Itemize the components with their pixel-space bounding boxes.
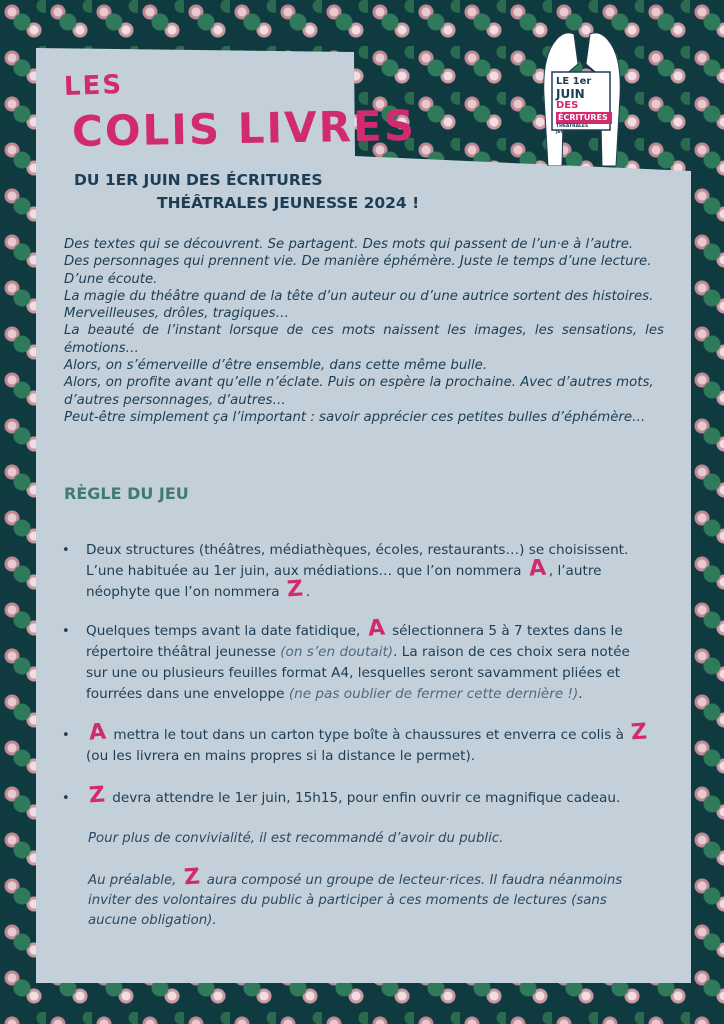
letter-z: Z <box>630 719 649 746</box>
rule-text: sur une ou plusieurs feuilles format A4, lesquelles seront savamment pliées et <box>86 665 621 681</box>
rule-text: . <box>578 686 583 702</box>
intro-line: Alors, on s’émerveille d’être ensemble, dans cette même bulle. <box>64 358 488 374</box>
section-title: RÈGLE DU JEU <box>64 484 189 503</box>
rule-text: répertoire théâtral jeunesse <box>86 644 276 660</box>
logo-line-1: LE 1er <box>556 76 592 87</box>
note-text: aucune obligation). <box>88 913 217 928</box>
rule-text: fourrées dans une enveloppe <box>86 686 285 702</box>
rule-item-1 <box>62 540 696 603</box>
note-text: aura composé un groupe de lecteur·rices. Il faudra néanmoins <box>206 873 623 888</box>
intro-line: D’une écoute. <box>64 271 158 287</box>
rule-text: . La raison de ces choix sera notée <box>393 644 630 660</box>
bullet: • <box>62 791 70 806</box>
intro-line: Alors, on profite avant qu’elle n’éclate. Puis on espère la prochaine. Avec d’autres mots, d’autres personnages, d’autres… <box>64 375 654 408</box>
rule-item-4 <box>62 782 696 809</box>
letter-z: Z <box>182 864 201 891</box>
rule-text-italic: (on s’en doutait) <box>280 644 394 660</box>
note-2 <box>88 864 668 931</box>
letter-z: Z <box>286 576 304 603</box>
rule-text: sélectionnera 5 à 7 textes dans le <box>392 623 623 639</box>
intro-text <box>64 236 664 426</box>
rule-item-3 <box>62 719 696 767</box>
letter-a: A <box>366 615 386 642</box>
logo-line-5: THÉÂTRALES JEUNESSE <box>556 124 589 135</box>
bullet: • <box>62 728 70 743</box>
intro-line: La beauté de l’instant lorsque de ces mots naissent les images, les sensations, les émotions… <box>64 323 664 356</box>
logo-line-4: ÉCRITURES <box>556 112 612 124</box>
rule-text: Quelques temps avant la date fatidique, <box>86 623 361 639</box>
subtitle-line-2: THÉÂTRALES JEUNESSE 2024 ! <box>157 194 420 212</box>
intro-line: La magie du théâtre quand de la tête d’un auteur ou d’une autrice sortent des histoires. <box>64 288 654 304</box>
rule-text: Deux structures (théâtres, médiathèques, écoles, restaurants…) se choisissent. <box>86 542 629 558</box>
bullet: • <box>62 543 70 558</box>
note-1: Pour plus de convivialité, il est recommandé d’avoir du public. <box>88 831 504 846</box>
letter-a: A <box>527 555 547 582</box>
logo-line-2: JUIN <box>556 87 585 101</box>
note-text: inviter des volontaires du public à participer à ces moments de lectures (sans <box>88 893 607 908</box>
rule-item-2 <box>62 615 696 705</box>
logo-line-3: DES <box>556 100 579 111</box>
rule-text: , l’autre <box>548 563 602 579</box>
subtitle-line-1: DU 1ER JUIN DES ÉCRITURES <box>74 171 323 189</box>
rule-text-italic: (ne pas oublier de fermer cette dernière !) <box>288 686 579 702</box>
rule-text: devra attendre le 1er juin, 15h15, pour enfin ouvrir ce magnifique cadeau. <box>112 790 621 806</box>
logo-text <box>556 76 612 136</box>
rule-text: néophyte que l’on nommera <box>86 584 280 600</box>
title-line-2: COLIS LIVRES <box>71 101 417 156</box>
note-text: Au préalable, <box>88 873 177 888</box>
bullet: • <box>62 624 70 639</box>
intro-line: Des textes qui se découvrent. Se partagent. Des mots qui passent de l’un·e à l’autre. <box>64 237 634 252</box>
rule-text: . <box>305 584 311 600</box>
letter-a: A <box>88 719 107 746</box>
title-line-1: LES <box>63 69 124 102</box>
letter-z: Z <box>88 782 106 809</box>
intro-line: Peut-être simplement ça l’important : savoir apprécier ces petites bulles d’éphémère… <box>64 409 646 425</box>
rule-text: mettra le tout dans un carton type boîte à chaussures et enverra ce colis à <box>113 727 624 743</box>
rule-text: L’une habituée au 1er juin, aux médiations… que l’on nommera <box>86 563 522 579</box>
intro-line: Merveilleuses, drôles, tragiques… <box>64 306 289 322</box>
rule-text: (ou les livrera en mains propres si la distance le permet). <box>86 748 476 764</box>
intro-line: Des personnages qui prennent vie. De manière éphémère. Juste le temps d’une lecture. <box>64 254 652 270</box>
page-title <box>63 69 417 156</box>
